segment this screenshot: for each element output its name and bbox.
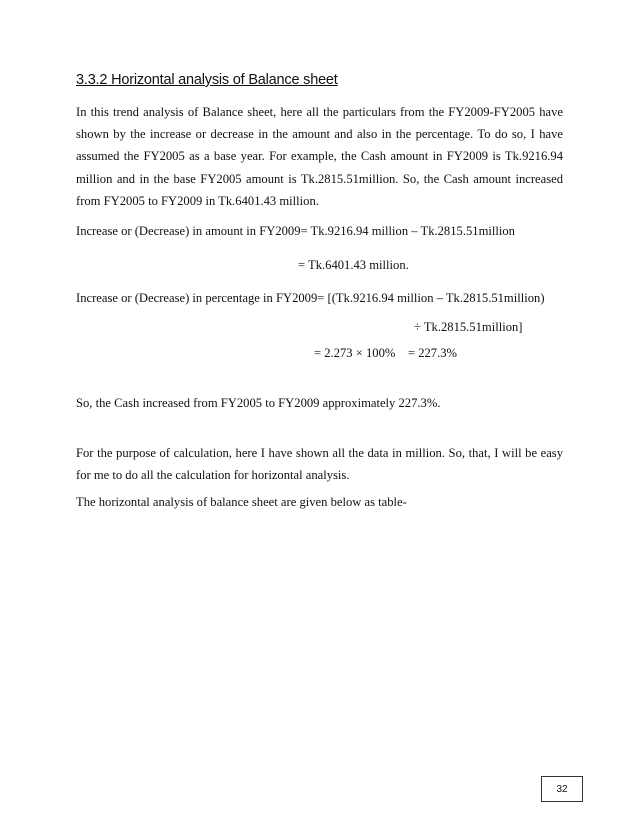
intro-paragraph: In this trend analysis of Balance sheet, here all the particulars from the FY2009-FY2005 have shown by the increase or decrease in the amount and also in the percentage. To do so, I have assumed the FY2005 as a base year. For example, the Cash amount in FY2009 is Tk.9216.94 million and in the base FY2005 amount is Tk.2815.51million. So, the Cash amount increased from FY2005 to FY2009 in Tk.6401.43 million. [76,105,563,208]
percentage-formula-line-3: = 2.273 × 100% = 227.3% [314,346,458,360]
amount-formula-line-1: Increase or (Decrease) in amount in FY2009= Tk.9216.94 million – Tk.2815.51million [76,224,515,238]
percentage-formula-line-1: Increase or (Decrease) in percentage in FY2009= [(Tk.9216.94 million – Tk.2815.51million) [76,291,545,305]
table-intro-text: The horizontal analysis of balance sheet are given below as table- [76,495,407,509]
page-number: 32 [541,776,583,802]
percentage-formula-line-2: ÷ Tk.2815.51million] [414,320,523,334]
purpose-paragraph: For the purpose of calculation, here I have shown all the data in million. So, that, I will be easy for me to do all the calculation for horizontal analysis. [76,446,563,483]
conclusion-text: So, the Cash increased from FY2005 to FY2009 approximately 227.3%. [76,396,441,410]
amount-formula-line-2: = Tk.6401.43 million. [298,258,409,272]
section-heading: 3.3.2 Horizontal analysis of Balance sheet [76,72,338,88]
